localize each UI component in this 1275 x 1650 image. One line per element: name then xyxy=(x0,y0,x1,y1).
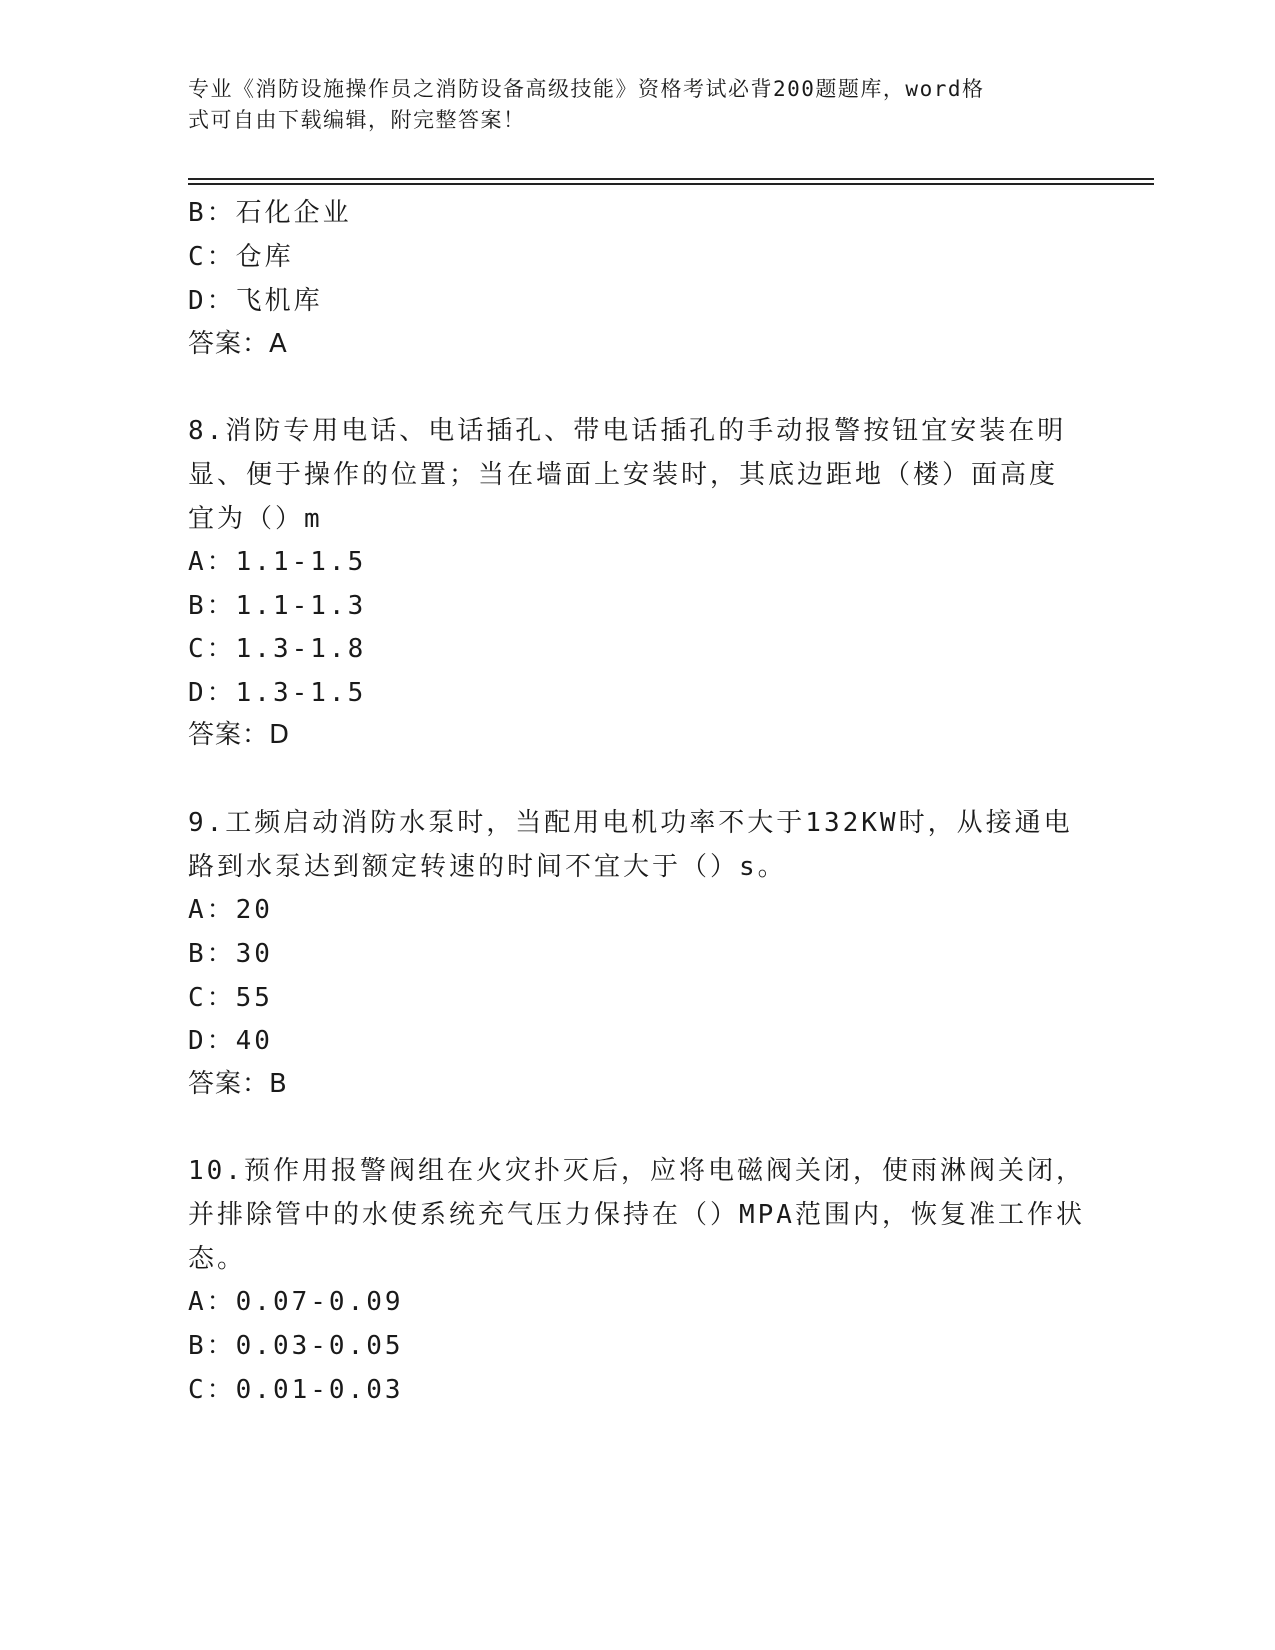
q8-answer: 答案：D xyxy=(188,720,291,750)
q7-option-c: C：仓库 xyxy=(188,242,294,272)
q9-option-d: D：40 xyxy=(188,1026,273,1056)
q8-stem-line-1: 8.消防专用电话、电话插孔、带电话插孔的手动报警按钮宜安装在明 xyxy=(188,416,1067,446)
q9-option-b: B：30 xyxy=(188,939,273,969)
q10-option-c: C：0.01-0.03 xyxy=(188,1375,404,1405)
header-divider-top xyxy=(188,178,1154,180)
document-header xyxy=(188,74,1068,136)
q8-option-d: D：1.3-1.5 xyxy=(188,678,367,708)
q8-option-c: C：1.3-1.8 xyxy=(188,634,367,664)
q9-answer: 答案：B xyxy=(188,1069,288,1099)
q9-stem-line-1: 9.工频启动消防水泵时，当配用电机功率不大于132KW时，从接通电 xyxy=(188,808,1073,838)
q9-option-c: C：55 xyxy=(188,983,273,1013)
q7-option-d: D：飞机库 xyxy=(188,286,323,316)
q10-stem-line-3: 态。 xyxy=(188,1244,247,1274)
q7-answer: 答案：A xyxy=(188,329,288,359)
header-line-1: 专业《消防设施操作员之消防设备高级技能》资格考试必背200题题库，word格 xyxy=(188,77,985,101)
q9-option-a: A：20 xyxy=(188,895,273,925)
q8-option-a: A：1.1-1.5 xyxy=(188,547,367,577)
q10-option-a: A：0.07-0.09 xyxy=(188,1287,404,1317)
q10-stem-line-1: 10.预作用报警阀组在火灾扑灭后，应将电磁阀关闭，使雨淋阀关闭， xyxy=(188,1156,1085,1186)
q8-option-b: B：1.1-1.3 xyxy=(188,591,367,621)
header-divider-bottom xyxy=(188,183,1154,185)
header-line-2: 式可自由下载编辑，附完整答案！ xyxy=(188,108,526,132)
q10-option-b: B：0.03-0.05 xyxy=(188,1331,404,1361)
q9-stem-line-2: 路到水泵达到额定转速的时间不宜大于（）s。 xyxy=(188,852,787,882)
q8-stem-line-2: 显、便于操作的位置；当在墙面上安装时，其底边距地（楼）面高度 xyxy=(188,460,1059,490)
q7-option-b: B：石化企业 xyxy=(188,198,352,228)
q10-stem-line-2: 并排除管中的水使系统充气压力保持在（）MPA范围内，恢复准工作状 xyxy=(188,1200,1085,1230)
q8-stem-line-3: 宜为（）m xyxy=(188,504,323,534)
